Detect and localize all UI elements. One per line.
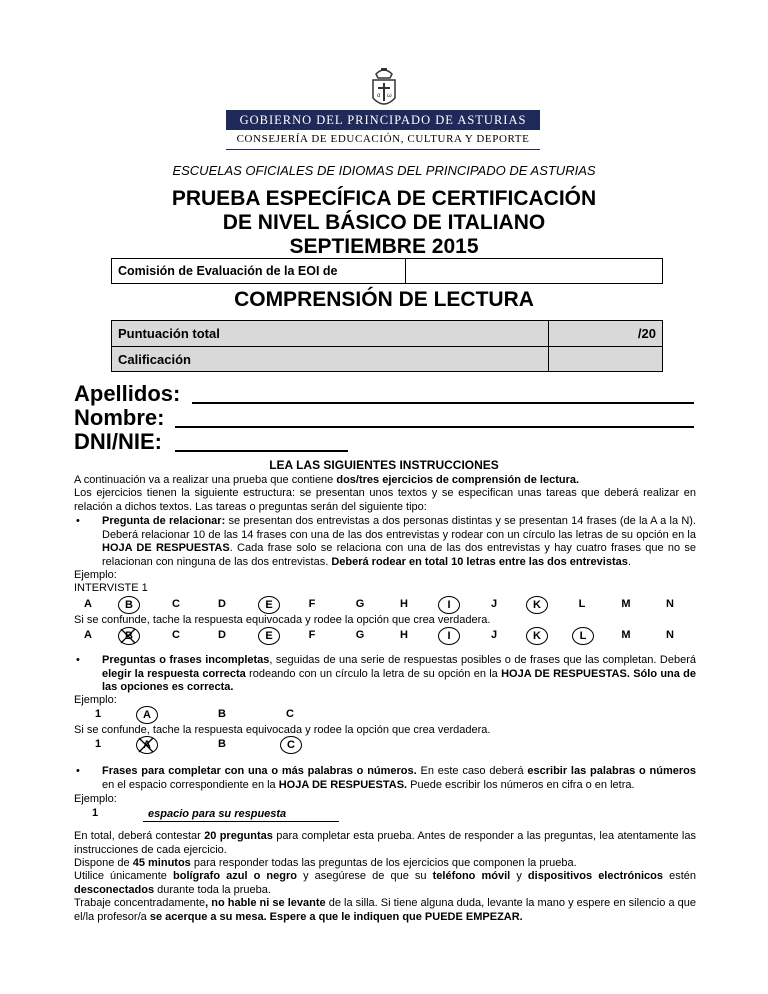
svg-text:α: α xyxy=(377,93,381,99)
b1-text2: . Cada frase solo se relaciona con una de las dos entrevistas y hay cuatro frases que no se relacionan con ninguna de las dos entrevistas. xyxy=(102,542,696,568)
b2-text2: rodeando con un círculo la letra de su opción en la xyxy=(245,667,502,680)
final2-a: Dispone de xyxy=(74,857,133,869)
surname-label: Apellidos: xyxy=(74,381,181,406)
letter-option: D xyxy=(218,629,226,641)
instructions-title: LEA LAS SIGUIENTES INSTRUCCIONES xyxy=(269,458,499,472)
final3-i: durante toda la prueba. xyxy=(154,883,271,896)
letter-option: J xyxy=(490,598,498,610)
letter-option: A xyxy=(84,629,92,641)
exam-title xyxy=(0,187,768,259)
example-label-3: Ejemplo: xyxy=(74,793,117,805)
letter-option: L xyxy=(578,598,586,610)
score-row-divider xyxy=(112,346,662,347)
letter-option: D xyxy=(218,598,226,610)
intro1-bold: dos/tres ejercicios de comprensión de lectura. xyxy=(336,474,580,486)
schools-heading: ESCUELAS OFICIALES DE IDIOMAS DEL PRINCIPADO DE ASTURIAS xyxy=(172,163,596,178)
b3-bold: Frases para completar con una o más palabras o números. xyxy=(102,765,417,777)
intro-paragraph-2: Los ejercicios tienen la siguiente estructura: se presentan unos textos y se especifican unas tareas que deberá realizar en relación a dichos textos. Las tareas o preguntas serán del siguiente tipo: xyxy=(74,487,696,513)
total-score-label: Puntuación total xyxy=(118,326,220,341)
final-paragraph-3 xyxy=(74,870,696,897)
example-label-2: Ejemplo: xyxy=(74,694,117,706)
final3-f: dispositivos electrónicos xyxy=(527,870,663,882)
letter-option: C xyxy=(172,598,180,610)
final4-a: Trabaje concentradamente xyxy=(74,897,206,909)
final-paragraph-4 xyxy=(74,897,696,924)
section-title: COMPRENSIÓN DE LECTURA xyxy=(234,288,534,311)
cross-mark-icon xyxy=(118,626,138,646)
b1-bold2: HOJA DE RESPUESTAS xyxy=(102,542,230,554)
final3-a: Utilice únicamente xyxy=(74,870,173,882)
mc-option: A xyxy=(136,736,158,754)
mc-option: B xyxy=(218,708,226,720)
b2-bold4: Sólo una de las opciones es correcta. xyxy=(102,667,696,693)
dni-label: DNI/NIE: xyxy=(74,429,162,454)
b3-text1: En este caso deberá xyxy=(416,765,528,777)
letter-option: K xyxy=(526,627,548,645)
score-table xyxy=(111,320,663,372)
letter-option: B xyxy=(118,596,140,614)
open-question-number: 1 xyxy=(92,807,99,819)
score-col-divider xyxy=(548,321,549,371)
b3-bold2: escribir las palabras o números xyxy=(527,765,697,777)
bullet-1-dot: • xyxy=(76,515,80,527)
letter-option: N xyxy=(666,598,674,610)
letter-option: H xyxy=(400,598,408,610)
intro-paragraph-1 xyxy=(74,474,696,488)
letter-option: F xyxy=(308,629,316,641)
final4-b: , no hable ni se levante xyxy=(205,897,326,909)
title-line-3: SEPTIEMBRE 2015 xyxy=(289,235,479,258)
surname-line[interactable] xyxy=(192,402,694,404)
b2-bold: Preguntas o frases incompletas xyxy=(102,654,270,666)
committee-label: Comisión de Evaluación de la EOI de xyxy=(118,264,338,278)
letter-option: C xyxy=(172,629,180,641)
letter-option: E xyxy=(258,627,280,645)
b3-bold3: HOJA DE RESPUESTAS. xyxy=(278,778,408,791)
answer-space-hint: espacio para su respuesta xyxy=(148,808,287,820)
confuse-note-2: Si se confunde, tache la respuesta equivocada y rodee la opción que crea verdadera. xyxy=(74,724,491,736)
bullet-1-text xyxy=(102,515,696,569)
b1-end: . xyxy=(627,555,631,568)
final-paragraph-1 xyxy=(74,830,696,857)
b3-text2: en el espacio correspondiente en la xyxy=(102,778,279,791)
final3-d: teléfono móvil xyxy=(432,870,511,882)
final3-c: y asegúrese de que su xyxy=(297,870,433,882)
mc-option: C xyxy=(280,736,302,754)
final3-g: estén xyxy=(663,870,696,882)
letter-option: M xyxy=(621,629,631,641)
final1-c: para completar esta prueba. Antes de responder a las preguntas, lea atentamente las instrucciones de cada ejercicio. xyxy=(74,830,696,856)
letters-row-1 xyxy=(74,595,696,615)
letter-option: M xyxy=(621,598,631,610)
b1-bold: Pregunta de relacionar: xyxy=(102,515,226,527)
final3-b: bolígrafo azul o negro xyxy=(173,870,297,882)
dni-line[interactable] xyxy=(175,450,348,452)
svg-text:ω: ω xyxy=(387,93,392,99)
final1-b: 20 preguntas xyxy=(204,830,273,842)
bullet-3-text xyxy=(102,765,696,792)
intro1-text: A continuación va a realizar una prueba que contiene xyxy=(74,474,337,486)
title-line-1: PRUEBA ESPECÍFICA DE CERTIFICACIÓN xyxy=(171,187,597,210)
letter-option: I xyxy=(438,627,460,645)
mc-question-number: 1 xyxy=(94,738,102,750)
b3-text3: Puede escribir los números en cifra o en letra. xyxy=(407,778,635,791)
b2-bold3: HOJA DE RESPUESTAS. xyxy=(501,667,630,680)
mc-option: A xyxy=(136,706,158,724)
confuse-note-1: Si se confunde, tache la respuesta equivocada y rodee la opción que crea verdadera. xyxy=(74,614,491,626)
letter-option: G xyxy=(355,629,365,641)
bullet-3-dot: • xyxy=(76,765,80,777)
letters-row-2 xyxy=(74,626,696,646)
government-banner: GOBIERNO DEL PRINCIPADO DE ASTURIAS xyxy=(226,110,540,130)
cross-mark-icon xyxy=(136,735,156,755)
answer-space-line[interactable] xyxy=(143,821,339,822)
committee-box xyxy=(111,258,663,284)
consejeria-line: CONSEJERÍA DE EDUCACIÓN, CULTURA Y DEPORTE xyxy=(236,133,530,145)
asturias-crest-icon xyxy=(368,66,400,112)
letter-option: G xyxy=(355,598,365,610)
grade-label: Calificación xyxy=(118,352,191,367)
final4-d: se acerque a su mesa. Espere a que le indiquen que PUEDE EMPEZAR. xyxy=(149,910,523,923)
name-line[interactable] xyxy=(175,426,694,428)
letter-option: I xyxy=(438,596,460,614)
b2-bold2: elegir la respuesta correcta xyxy=(102,667,246,680)
interview-label: INTERVISTE 1 xyxy=(74,582,148,594)
letter-option: N xyxy=(666,629,674,641)
letter-option: L xyxy=(572,627,594,645)
bullet-2-text xyxy=(102,654,696,695)
letter-option: J xyxy=(490,629,498,641)
title-line-2: DE NIVEL BÁSICO DE ITALIANO xyxy=(222,211,546,234)
letter-option: F xyxy=(308,598,316,610)
letter-option: K xyxy=(526,596,548,614)
final3-e: y xyxy=(510,870,528,882)
final4-c: de la silla. Si tiene alguna duda, levante la mano y espere en silencio a que el/la profesor/a xyxy=(74,897,696,923)
letter-option: E xyxy=(258,596,280,614)
letter-option: H xyxy=(400,629,408,641)
b1-text1: se presentan dos entrevistas a dos personas distintas y se presentan 14 frases (de la A a la N). Deberá relacionar 10 de las 14 frases con una de las dos entrevistas y rodear con un círculo las letras de su opción en la xyxy=(102,515,696,541)
final3-h: desconectados xyxy=(74,883,155,896)
mc-option: B xyxy=(218,738,226,750)
mc-row-2 xyxy=(74,735,696,755)
example-label-1: Ejemplo: xyxy=(74,569,117,581)
committee-separator xyxy=(405,259,406,283)
mc-row-1 xyxy=(74,705,696,725)
final2-b: 45 minutos xyxy=(132,857,191,869)
final-paragraph-2 xyxy=(74,857,696,871)
final2-c: para responder todas las preguntas de los ejercicios que componen la prueba. xyxy=(190,857,577,869)
total-score-max: /20 xyxy=(637,326,656,341)
letter-option: B xyxy=(118,627,140,645)
final1-a: En total, deberá contestar xyxy=(74,830,205,842)
letter-option: A xyxy=(84,598,92,610)
name-label: Nombre: xyxy=(74,405,165,430)
header-rule xyxy=(226,149,540,150)
mc-option: C xyxy=(286,708,294,720)
b2-text1: , seguidas de una serie de respuestas posibles o de frases que las completan. Deberá xyxy=(269,654,696,666)
bullet-2-dot: • xyxy=(76,654,80,666)
mc-question-number: 1 xyxy=(94,708,102,720)
b1-bold3: Deberá rodear en total 10 letras entre las dos entrevistas xyxy=(331,555,628,568)
